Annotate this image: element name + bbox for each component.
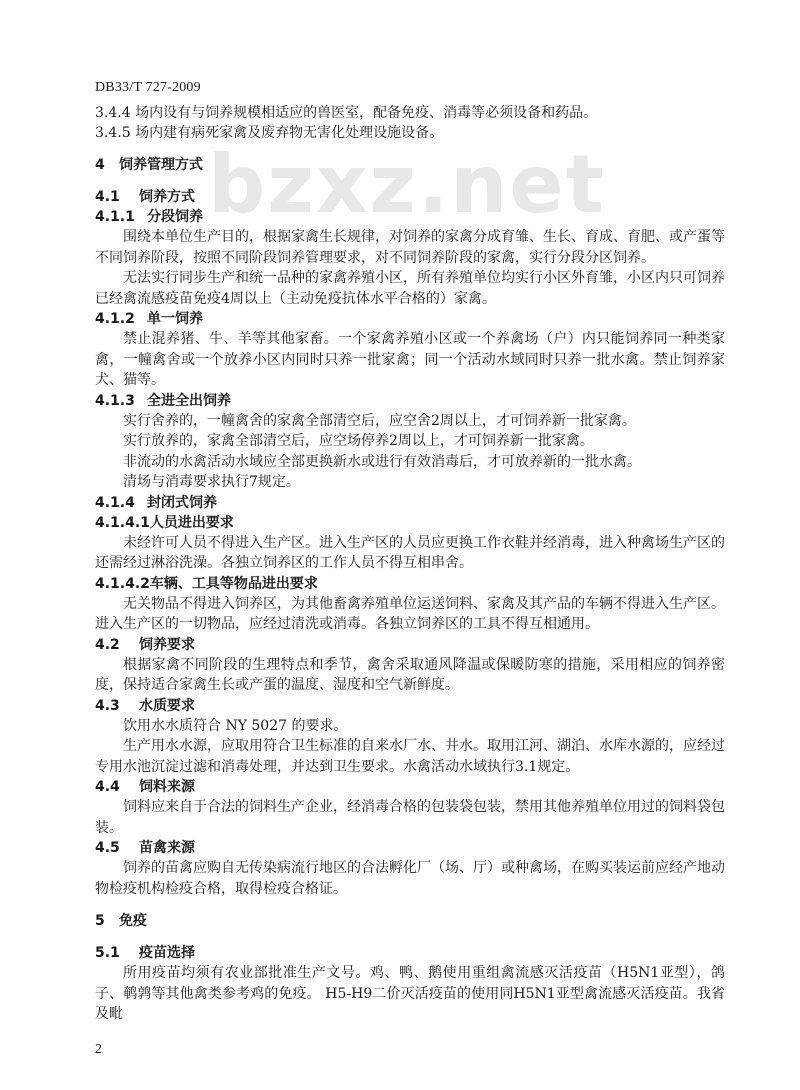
paragraph: 非流动的水禽活动水域应全部更换新水或进行有效消毒后，才可放养新的一批水禽。 xyxy=(123,453,641,470)
section-number: 4.1.4 xyxy=(95,494,135,511)
section-title: 单一饲养 xyxy=(147,311,203,327)
section-4-3-heading xyxy=(95,696,725,716)
document-body xyxy=(95,103,725,1025)
section-4-1-1-heading xyxy=(95,207,725,227)
section-title: 免疫 xyxy=(119,913,147,929)
section-title: 车辆、工具等物品进出要求 xyxy=(149,575,318,592)
section-number: 4.1.2 xyxy=(95,311,135,327)
section-number: 4.1.4.2 xyxy=(95,575,150,592)
clause-3-4-5: 3.4.5 场内建有病死家禽及废弃物无害化处理设施设备。 xyxy=(95,125,444,141)
section-title: 饲养管理方式 xyxy=(119,157,203,173)
section-title: 分段饲养 xyxy=(147,209,203,225)
section-4-5-heading xyxy=(95,838,725,858)
section-4-2-heading xyxy=(95,635,725,655)
section-number: 4 xyxy=(95,157,105,173)
section-number: 5.1 xyxy=(95,945,120,961)
paragraph: 禁止混养猪、牛、羊等其他家畜。一个家禽养殖小区或一个养禽场（户）内只能饲养同一种类家禽，一幢禽舍或一个放养小区内同时只养一批家禽；同一个活动水域同时只养一批水禽。禁止饲养家犬、猫等。 xyxy=(95,331,725,388)
paragraph: 所用疫苗均须有农业部批准生产文号。鸡、鸭、鹅使用重组禽流感灭活疫苗（H5N1亚型），鸽子、鹌鹑等其他禽类参考鸡的免疫。 H5-H9二价灭活疫苗的使用同H5N1亚型禽流感灭活疫苗。我省及毗 xyxy=(95,965,725,1022)
paragraph: 未经许可人员不得进入生产区。进入生产区的人员应更换工作衣鞋并经消毒，进入种禽场生产区的还需经过淋浴洗澡。各独立饲养区的工作人员不得互相串舍。 xyxy=(95,534,725,571)
section-number: 4.1 xyxy=(95,189,120,205)
section-4-1-4-1-heading xyxy=(95,513,725,533)
section-number: 4.1.1 xyxy=(95,209,135,225)
section-4-1-4-2-heading xyxy=(95,574,725,594)
section-title: 人员进出要求 xyxy=(149,514,234,531)
section-number: 4.5 xyxy=(95,840,120,856)
section-title: 全进全出饲养 xyxy=(147,392,231,409)
paragraph: 实行放养的，家禽全部清空后，应空场停养2周以上，才可饲养新一批家禽。 xyxy=(123,433,594,449)
section-number: 4.4 xyxy=(95,779,120,795)
paragraph: 围绕本单位生产目的，根据家禽生长规律，对饲养的家禽分成育雏、生长、育成、育肥、或产蛋等不同饲养阶段，按照不同阶段饲养管理要求，对不同饲养阶段的家禽，实行分段分区饲养。 xyxy=(95,229,725,266)
paragraph: 实行舍养的，一幢禽舍的家禽全部清空后，应空舍2周以上，才可饲养新一批家禽。 xyxy=(123,412,636,429)
section-title: 饲养要求 xyxy=(139,636,195,653)
section-title: 饲料来源 xyxy=(139,779,195,795)
paragraph: 饲料应来自于合法的饲料生产企业，经消毒合格的包装袋包装，禁用其他养殖单位用过的饲料袋包装。 xyxy=(95,799,725,836)
section-5-1-heading xyxy=(95,943,725,963)
section-number: 4.3 xyxy=(95,697,120,714)
section-number: 4.1.3 xyxy=(95,392,135,409)
section-number: 4.2 xyxy=(95,636,120,653)
document-code: DB33/T 727-2009 xyxy=(95,80,201,95)
paragraph: 饲养的苗禽应购自无传染病流行地区的合法孵化厂（场、厅）或种禽场，在购买装运前应经产地动物检疫机构检疫合格，取得检疫合格证。 xyxy=(95,860,725,897)
section-4-1-4-heading xyxy=(95,493,725,513)
page-number: 2 xyxy=(95,1042,102,1057)
paragraph: 无关物品不得进入饲养区，为其他畜禽养殖单位运送饲料、家禽及其产品的车辆不得进入生产区。进入生产区的一切物品，应经过清洗或消毒。各独立饲养区的工具不得互相通用。 xyxy=(95,595,725,632)
section-4-4-heading xyxy=(95,777,725,797)
section-title: 水质要求 xyxy=(139,697,195,714)
section-4-heading xyxy=(95,155,725,175)
paragraph: 生产用水水源，应取用符合卫生标准的自来水厂水、井水。取用江河、湖泊、水库水源的，应经过专用水池沉淀过滤和消毒处理，并达到卫生要求。水禽活动水域执行3.1规定。 xyxy=(95,738,725,775)
section-number: 4.1.4.1 xyxy=(95,514,150,531)
paragraph: 无法实行同步生产和统一品种的家禽养殖小区，所有养殖单位均实行小区外育雏，小区内只可饲养已经禽流感疫苗免疫4周以上（主动免疫抗体水平合格的）家禽。 xyxy=(95,270,725,307)
section-title: 饲养方式 xyxy=(139,189,195,205)
section-4-1-2-heading xyxy=(95,309,725,329)
section-title: 苗禽来源 xyxy=(139,840,195,856)
section-4-1-3-heading xyxy=(95,391,725,411)
watermark-text: bzxz.net xyxy=(208,138,606,231)
section-title: 封闭式饲养 xyxy=(147,494,217,511)
paragraph: 清场与消毒要求执行7规定。 xyxy=(123,474,300,490)
section-title: 疫苗选择 xyxy=(139,945,195,961)
section-4-1-heading xyxy=(95,187,725,207)
clause-3-4-4: 3.4.4 场内设有与饲养规模相适应的兽医室，配备免疫、消毒等必须设备和药品。 xyxy=(95,105,598,121)
paragraph: 根据家禽不同阶段的生理特点和季节，禽舍采取通风降温或保暖防寒的措施，采用相应的饲养密度，保持适合家禽生长或产蛋的温度、湿度和空气新鲜度。 xyxy=(95,656,725,693)
section-5-heading xyxy=(95,911,725,931)
paragraph: 饮用水水质符合 NY 5027 的要求。 xyxy=(123,717,348,734)
section-number: 5 xyxy=(95,913,105,929)
